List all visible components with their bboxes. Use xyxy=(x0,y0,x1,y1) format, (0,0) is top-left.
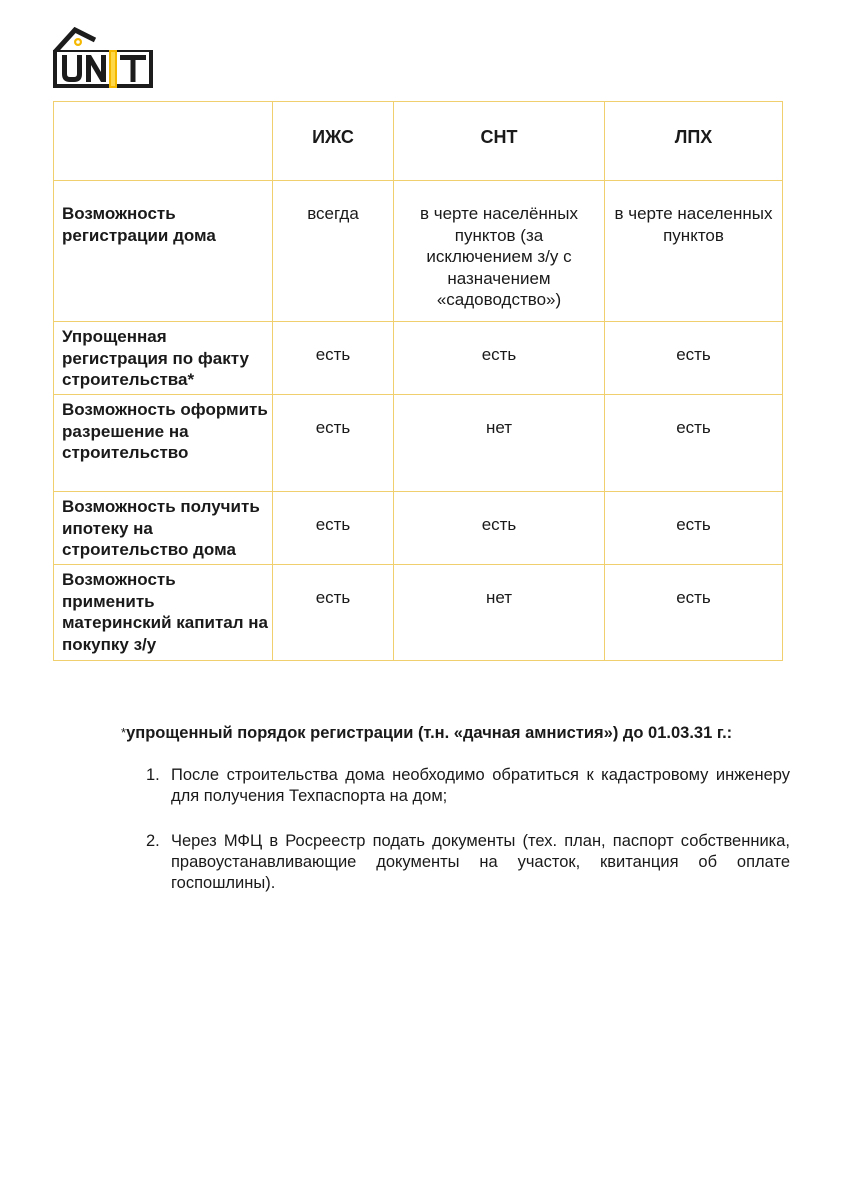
footnote-title xyxy=(121,724,732,743)
cell-lph: есть xyxy=(605,322,783,395)
row-label: Возможность регистрации дома xyxy=(54,181,273,322)
cell-lph: есть xyxy=(605,565,783,661)
table-row xyxy=(54,181,783,322)
unit-logo-icon xyxy=(53,26,153,88)
table-header-row xyxy=(54,102,783,181)
cell-izhs: есть xyxy=(273,395,394,492)
cell-izhs: всегда xyxy=(273,181,394,322)
cell-snt: есть xyxy=(394,492,605,565)
footnote-star: * xyxy=(121,725,127,740)
cell-lph: есть xyxy=(605,395,783,492)
list-item-text: После строительства дома необходимо обратиться к кадастровому инженеру для получения Техпаспорта на дом; xyxy=(171,766,790,805)
cell-snt: есть xyxy=(394,322,605,395)
cell-snt: нет xyxy=(394,565,605,661)
row-label: Возможность получить ипотеку на строительство дома xyxy=(54,492,273,565)
table-row xyxy=(54,395,783,492)
cell-izhs: есть xyxy=(273,322,394,395)
header-empty-cell xyxy=(54,102,273,181)
list-item-text: Через МФЦ в Росреестр подать документы (тех. план, паспорт собственника, правоустанавливающие документы на участок, квитанция об оплате госпошлины). xyxy=(171,832,790,892)
comparison-table xyxy=(53,101,783,661)
cell-izhs: есть xyxy=(273,565,394,661)
cell-lph: в черте населенных пунктов xyxy=(605,181,783,322)
list-item xyxy=(146,831,790,894)
list-item xyxy=(146,765,790,807)
row-label: Упрощенная регистрация по факту строительства* xyxy=(54,322,273,395)
cell-snt: в черте населённых пунктов (за исключением з/у с назначением «садоводство») xyxy=(394,181,605,322)
table-row xyxy=(54,565,783,661)
row-label: Возможность оформить разрешение на строительство xyxy=(54,395,273,492)
list-item-number: 2. xyxy=(146,832,160,850)
cell-snt: нет xyxy=(394,395,605,492)
footnote-title-text: упрощенный порядок регистрации (т.н. «дачная амнистия») до 01.03.31 г.: xyxy=(126,724,733,742)
header-lph: ЛПХ xyxy=(605,102,783,181)
list-item-number: 1. xyxy=(146,766,160,784)
header-izhs: ИЖС xyxy=(273,102,394,181)
company-logo xyxy=(53,26,153,88)
header-snt: СНТ xyxy=(394,102,605,181)
table-row xyxy=(54,492,783,565)
row-label: Возможность применить материнский капитал на покупку з/у xyxy=(54,565,273,661)
cell-izhs: есть xyxy=(273,492,394,565)
cell-lph: есть xyxy=(605,492,783,565)
table-row xyxy=(54,322,783,395)
